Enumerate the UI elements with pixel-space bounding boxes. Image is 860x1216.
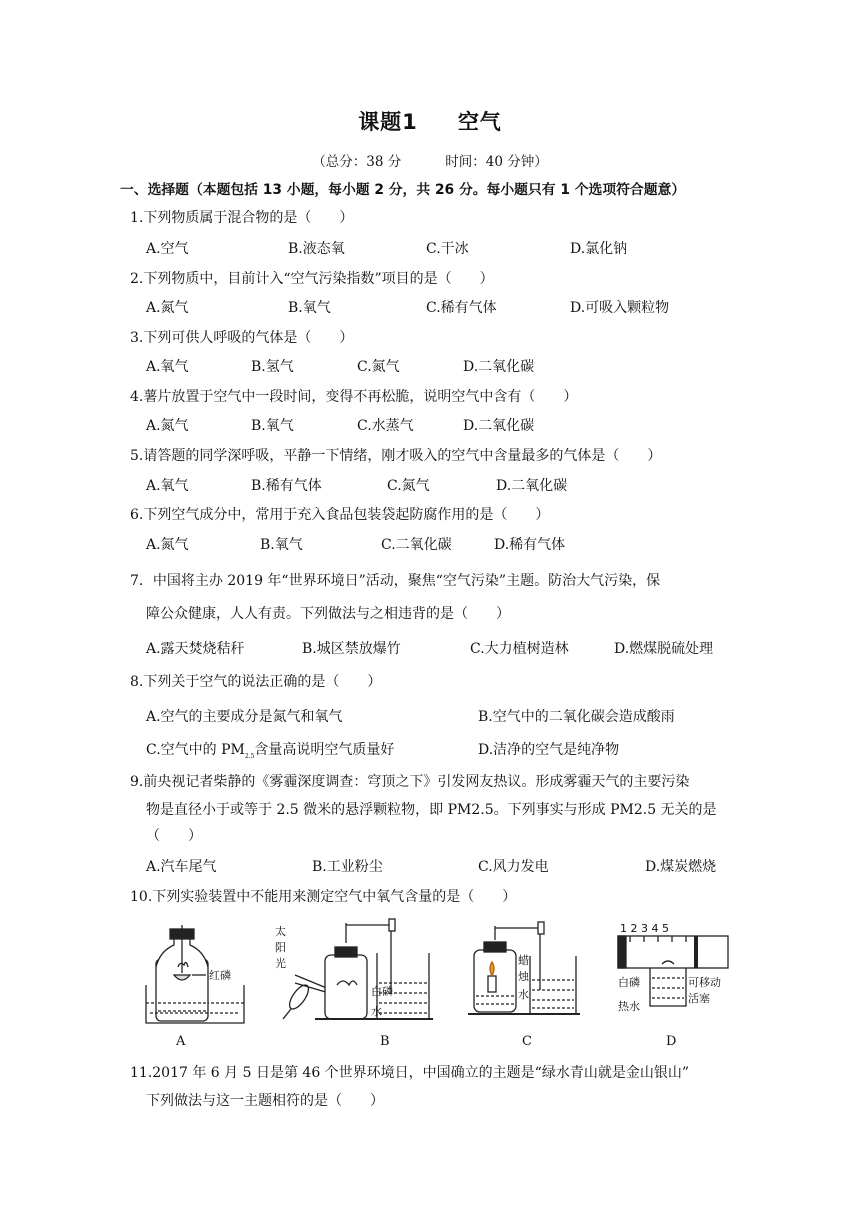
label-candle-1: 蜡 — [518, 954, 529, 967]
title-part2: 空气 — [457, 110, 502, 134]
figure-a-label: A — [176, 1034, 186, 1049]
question-9-stem-line2: 物是直径小于或等于 2.5 微米的悬浮颗粒物，即 PM2.5。下列事实与形成 PM2.5 无关的是 — [146, 802, 717, 818]
apparatus-c-figure — [468, 920, 583, 1025]
q3-option-c: C.氮气 — [357, 359, 400, 375]
q6-option-c: C.二氧化碳 — [381, 537, 452, 553]
label-white-phosphorus-d: 白磷 — [618, 976, 640, 989]
q8-option-c — [146, 739, 394, 760]
figure-c-label: C — [522, 1034, 532, 1049]
label-sun-2: 阳 — [275, 941, 286, 954]
q7-option-c: C.大力植树造林 — [470, 641, 569, 657]
q9-option-c: C.风力发电 — [478, 859, 549, 875]
question-11-stem-line1: 11.2017 年 6 月 5 日是第 46 个世界环境日，中国确立的主题是“绿水青山就是金山银山” — [130, 1065, 689, 1081]
exam-info — [0, 150, 860, 170]
title-part1: 课题1 — [358, 110, 418, 134]
q8-option-c-post: 含量高说明空气质量好 — [254, 742, 395, 758]
apparatus-d-figure — [612, 920, 730, 1028]
question-9-stem-line3: （ ） — [146, 828, 202, 844]
question-11-stem-line2: 下列做法与这一主题相符的是（ ） — [146, 1093, 384, 1109]
q8-option-c-sub: 2.5 — [244, 752, 255, 760]
apparatus-b-figure — [275, 913, 435, 1028]
question-8-stem: 8.下列关于空气的说法正确的是（ ） — [130, 674, 382, 690]
q6-option-a: A.氮气 — [146, 537, 189, 553]
q9-option-d: D.煤炭燃烧 — [645, 859, 717, 875]
q2-option-c: C.稀有气体 — [426, 300, 497, 316]
q5-option-d: D.二氧化碳 — [496, 478, 568, 494]
question-6-stem: 6.下列空气成分中，常用于充入食品包装袋起防腐作用的是（ ） — [130, 507, 550, 523]
q4-option-d: D.二氧化碳 — [463, 418, 535, 434]
q1-option-b: B.液态氧 — [288, 241, 345, 257]
label-red-phosphorus: 红磷 — [209, 969, 231, 982]
q2-option-a: A.氮气 — [146, 300, 189, 316]
label-sun-1: 太 — [275, 925, 286, 938]
q7-option-b: B.城区禁放爆竹 — [302, 641, 401, 657]
q3-option-a: A.氧气 — [146, 359, 189, 375]
question-9-stem-line1: 9.前央视记者柴静的《雾霾深度调查：穹顶之下》引发网友热议。形成雾霾天气的主要污染 — [130, 774, 690, 790]
q6-option-d: D.稀有气体 — [494, 537, 566, 553]
question-7-stem-line1: 7．中国将主办 2019 年“世界环境日”活动，聚焦“空气污染”主题。防治大气污染，保 — [130, 573, 661, 589]
apparatus-a-figure — [140, 915, 250, 1027]
total-score: （总分：38 分 — [312, 154, 402, 170]
q2-option-b: B.氧气 — [288, 300, 331, 316]
label-sun-3: 光 — [275, 957, 286, 970]
q1-option-c: C.干冰 — [426, 241, 469, 257]
figure-b-label: B — [380, 1034, 390, 1049]
figure-d-label: D — [666, 1034, 677, 1049]
question-5-stem: 5.请答题的同学深呼吸，平静一下情绪，刚才吸入的空气中含量最多的气体是（ ） — [130, 448, 662, 464]
q4-option-b: B.氧气 — [251, 418, 294, 434]
q8-option-c-pre: C.空气中的 PM — [146, 742, 245, 758]
question-4-stem: 4.薯片放置于空气中一段时间，变得不再松脆，说明空气中含有（ ） — [130, 389, 578, 405]
q5-option-b: B.稀有气体 — [251, 478, 322, 494]
question-10-stem: 10.下列实验装置中不能用来测定空气中氧气含量的是（ ） — [130, 889, 517, 905]
q4-option-a: A.氮气 — [146, 418, 189, 434]
q5-option-a: A.氧气 — [146, 478, 189, 494]
question-2-stem: 2.下列物质中，目前计入“空气污染指数”项目的是（ ） — [130, 271, 494, 287]
q9-option-b: B.工业粉尘 — [312, 859, 383, 875]
q6-option-b: B.氧气 — [260, 537, 303, 553]
label-hot-water: 热水 — [618, 1000, 640, 1013]
q7-option-a: A.露天焚烧秸秆 — [146, 641, 245, 657]
label-water-c: 水 — [518, 988, 529, 1001]
q1-option-d: D.氯化钠 — [570, 241, 628, 257]
label-water-b: 水 — [371, 1005, 382, 1018]
q8-option-a: A.空气的主要成分是氮气和氧气 — [146, 709, 343, 725]
question-3-stem: 3.下列可供人呼吸的气体是（ ） — [130, 330, 354, 346]
q2-option-d: D.可吸入颗粒物 — [570, 300, 670, 316]
question-1-stem: 1.下列物质属于混合物的是（ ） — [130, 210, 354, 226]
q7-option-d: D.燃煤脱硫处理 — [614, 641, 714, 657]
q5-option-c: C.氮气 — [387, 478, 430, 494]
q8-option-d: D.洁净的空气是纯净物 — [478, 742, 620, 758]
question-7-stem-line2: 障公众健康，人人有责。下列做法与之相违背的是（ ） — [146, 606, 510, 622]
label-piston-2: 活塞 — [688, 992, 710, 1005]
q3-option-b: B.氢气 — [251, 359, 294, 375]
q9-option-a: A.汽车尾气 — [146, 859, 217, 875]
label-scale: 1 2 3 4 5 — [620, 922, 669, 935]
time-limit: 时间：40 分钟） — [445, 154, 548, 170]
label-candle-2: 烛 — [518, 970, 529, 983]
label-piston-1: 可移动 — [688, 976, 721, 989]
q8-option-b: B.空气中的二氧化碳会造成酸雨 — [478, 709, 675, 725]
label-white-phosphorus-b: 白磷 — [371, 985, 393, 998]
page-title — [0, 106, 860, 136]
q3-option-d: D.二氧化碳 — [463, 359, 535, 375]
section-heading: 一、选择题（本题包括 13 小题，每小题 2 分，共 26 分。每小题只有 1 个选项符合题意） — [120, 182, 686, 198]
q4-option-c: C.水蒸气 — [357, 418, 414, 434]
q1-option-a: A.空气 — [146, 241, 189, 257]
